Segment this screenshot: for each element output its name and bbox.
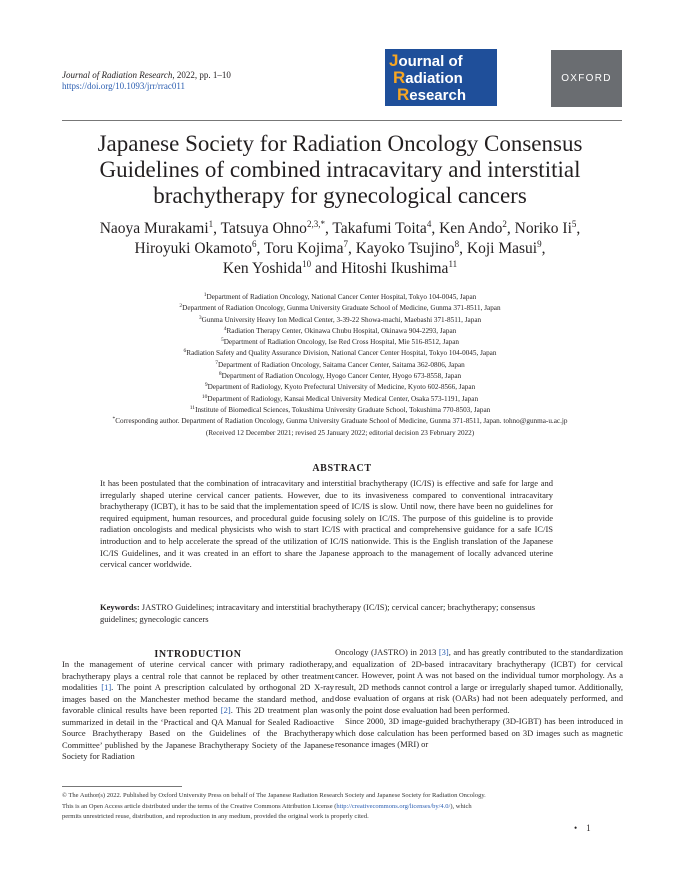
keywords-text: JASTRO Guidelines; intracavitary and interstitial brachytherapy (IC/IS); cervical cancer; brachytherapy; consensus guidelines; gynecologic cancers <box>100 602 536 624</box>
paragraph: Since 2000, 3D image-guided brachytherapy (3D-IGBT) has been introduced in which dose calculation has been performed based on 3D images such as magnetic resonance images (MRI) or <box>335 716 623 750</box>
author: Kayoko Tsujino <box>355 240 455 257</box>
doi-link[interactable]: https://doi.org/10.1093/jrr/rrac011 <box>62 81 185 91</box>
journal-logo <box>385 49 497 106</box>
logo-line-1: ournal of <box>398 53 463 70</box>
reference-link[interactable]: [3] <box>438 647 449 657</box>
corresponding-author: *Corresponding author. Department of Radiation Oncology, Gunma University Graduate School of Medicine, Gunma 371-8511, Japan. tohno@gunma-u.ac.jp <box>112 416 568 426</box>
title-line-2: Guidelines of combined intracavitary and interstitial <box>99 157 581 182</box>
affiliations <box>30 292 650 439</box>
author-affil-sup: 8 <box>454 239 460 249</box>
affiliation: $^7$Department of Radiation Oncology, Saitama Cancer Center, Saitama 362-0806, Japan <box>215 359 465 369</box>
author-affil-sup: 6 <box>252 239 257 249</box>
affiliation: $^1$Department of Radiation Oncology, National Cancer Center Hospital, Tokyo 104-0045, Japan <box>203 292 477 301</box>
abstract-text: It has been postulated that the combination of intracavitary and interstitial brachytherapy (IC/IS) is effective and safe for large and irregularly shaped uterine cervical cancer patients. However, due to its invasiveness compared to conventional intracavitary brachytherapy (ICBT), it has to be said that the implementation speed of IC/IS is slow. Until now, there have been no guidelines for required equipment, human resources, and procedural guide focusing solely on IC/IS. The purpose of this guideline is to provide radiation oncologists and medical physicists who wish to start IC/IS with practical and comprehensive guidance for a safe IC/IS introduction and to help accelerate the spread of the utilization of IC/IS nationwide. This is the English translation of the Japanese IC/IS Guidelines, and it was created in an effort to share the Japanese approach to the management of locally advanced uterine cervical cancer worldwide. <box>100 478 553 570</box>
author-affil-sup: 2 <box>502 219 507 229</box>
author-affil-sup: 10 <box>302 259 312 269</box>
keywords <box>100 602 555 625</box>
reference-link[interactable]: [2] <box>220 705 231 716</box>
paragraph: Oncology (JASTRO) in 2013 [3], and has greatly contributed to the standardization and equalization of 2D-based intracavitary brachytherapy (ICBT) for cervical cancer. However, point A was not based on the individual tumor morphology. As a result, 2D methods cannot control a large or irregularly shaped tumor. Additionally, dose evaluation of organs at risk (OARs) had not been adequately performed, and only the point dose evaluation had been performed. <box>335 647 623 715</box>
logo-line-2: adiation <box>405 70 463 87</box>
author: Ken Ando <box>439 220 503 237</box>
received-dates: (Received 12 December 2021; revised 25 January 2022; editorial decision 23 February 2022) <box>205 428 475 437</box>
page-number: • 1 <box>574 823 591 833</box>
logo-initial-j: J <box>389 51 399 70</box>
license-terms: permits unrestricted reuse, distribution, and reproduction in any medium, provided the original work is properly cited. <box>62 813 369 820</box>
affiliation: $^8$Department of Radiation Oncology, Hyogo Cancer Center, Hyogo 673-8558, Japan <box>218 371 462 381</box>
header-rule <box>62 120 622 121</box>
logo-initial-r2: R <box>397 85 410 104</box>
body-column-left: In the management of uterine cervical cancer with primary radiotherapy, brachytherapy plays a central role that cannot be replaced by other treatment modalities [1]. The point A prescription calculated by orthogonal 2D X-ray images based on the Manchester method became the standard method, and favorable clinical results have been reported [2]. This 2D treatment plan was summarized in detail in the ‘Practical and QA Manual for Sealed Radioactive Source Brachytherapy Based on the Guidelines of the Brachytherapy Committee’ published by the Japanese Brachytherapy Society of the Japanese Society for Radiation <box>62 659 334 762</box>
author-affil-sup: 7 <box>343 239 348 249</box>
title-line-1: Japanese Society for Radiation Oncology Consensus <box>97 131 583 156</box>
affiliation: $^2$Department of Radiation Oncology, Gunma University Graduate School of Medicine, Gunma 371-8511, Japan <box>179 303 501 313</box>
journal-citation <box>62 70 231 81</box>
citation-details: , 2022, pp. 1–10 <box>172 70 231 80</box>
article-title <box>40 131 640 209</box>
footer-rule <box>62 786 182 787</box>
keywords-label: Keywords: <box>100 602 140 612</box>
author-affil-sup: 2,3,* <box>306 219 325 229</box>
affiliation: $^{10}$Department of Radiology, Kansai Medical University Medical Center, Osaka 573-1191, Japan <box>201 393 479 403</box>
oxford-logo: OXFORD <box>551 50 622 107</box>
author: Takafumi Toita <box>332 220 427 237</box>
author-affil-sup: 5 <box>571 219 577 229</box>
abstract-heading: ABSTRACT <box>312 463 372 474</box>
affiliation: $^6$Radiation Safety and Quality Assurance Division, National Cancer Center Hospital, Tokyo 104-0045, Japan <box>183 348 497 358</box>
author: Ken Yoshida <box>222 260 303 277</box>
author: Tatsuya Ohno <box>220 220 307 237</box>
page-bullet: • <box>574 823 578 833</box>
author: Toru Kojima <box>264 240 344 257</box>
license-link[interactable]: http://creativecommons.org/licenses/by/4.0/ <box>336 802 451 810</box>
author: Hitoshi Ikushima <box>341 260 449 277</box>
affiliation: $^5$Department of Radiation Oncology, Ise Red Cross Hospital, Mie 516-8512, Japan <box>220 337 460 347</box>
author: Hiroyuki Okamoto <box>134 240 253 257</box>
logo-line-3: esearch <box>409 87 466 104</box>
journal-name: Journal of Radiation Research <box>62 70 173 80</box>
author: Naoya Murakami <box>99 220 209 237</box>
title-line-3: brachytherapy for gynecological cancers <box>153 183 527 208</box>
author-affil-sup: 4 <box>426 219 432 229</box>
affiliation: $^9$Department of Radiology, Kyoto Prefectural University of Medicine, Kyoto 602-8566, Japan <box>204 382 476 392</box>
license-footer <box>62 791 622 823</box>
affiliation: $^4$Radiation Therapy Center, Okinawa Chubu Hospital, Okinawa 904-2293, Japan <box>223 325 457 335</box>
author-affil-sup: 11 <box>448 259 458 269</box>
license-line: This is an Open Access article distributed under the terms of the Creative Commons Attribution License (http://creativecommons.org/licenses/by/4.0/), which <box>62 802 472 810</box>
copyright-line: © The Author(s) 2022. Published by Oxford University Press on behalf of The Japanese Radiation Research Society and Japanese Society for Radiation Oncology. <box>62 792 486 799</box>
author: Noriko Ii <box>514 220 572 237</box>
affiliation: $^3$Gunma University Heavy Ion Medical Center, 3-39-22 Showa-machi, Maebashi 371-8511, Japan <box>198 314 482 324</box>
logo-initial-r1: R <box>393 68 406 87</box>
author-affil-sup: 1 <box>208 219 214 229</box>
reference-link[interactable]: [1] <box>101 682 112 693</box>
body-column-right <box>335 647 623 751</box>
author: Koji Masui <box>466 240 538 257</box>
author-list: Naoya Murakami$^1$, Tatsuya Ohno$^{2,3,*}$, Takafumi Toita$^4$, Ken Ando$^2$, Noriko Ii$^5$, Hiroyuki Okamoto$^6$, Toru Kojima$^7$, Kayoko Tsujino$^8$, Koji Masui$^9$, Ken Yoshida$^{10}$ and Hitoshi Ikushima$^{11}$ <box>99 219 581 277</box>
introduction-heading: INTRODUCTION <box>154 649 242 660</box>
author-affil-sup: 9 <box>537 239 542 249</box>
affiliation: $^{11}$Institute of Biomedical Sciences, Tokushima University Graduate School, Tokushima 770-8503, Japan <box>189 404 491 414</box>
